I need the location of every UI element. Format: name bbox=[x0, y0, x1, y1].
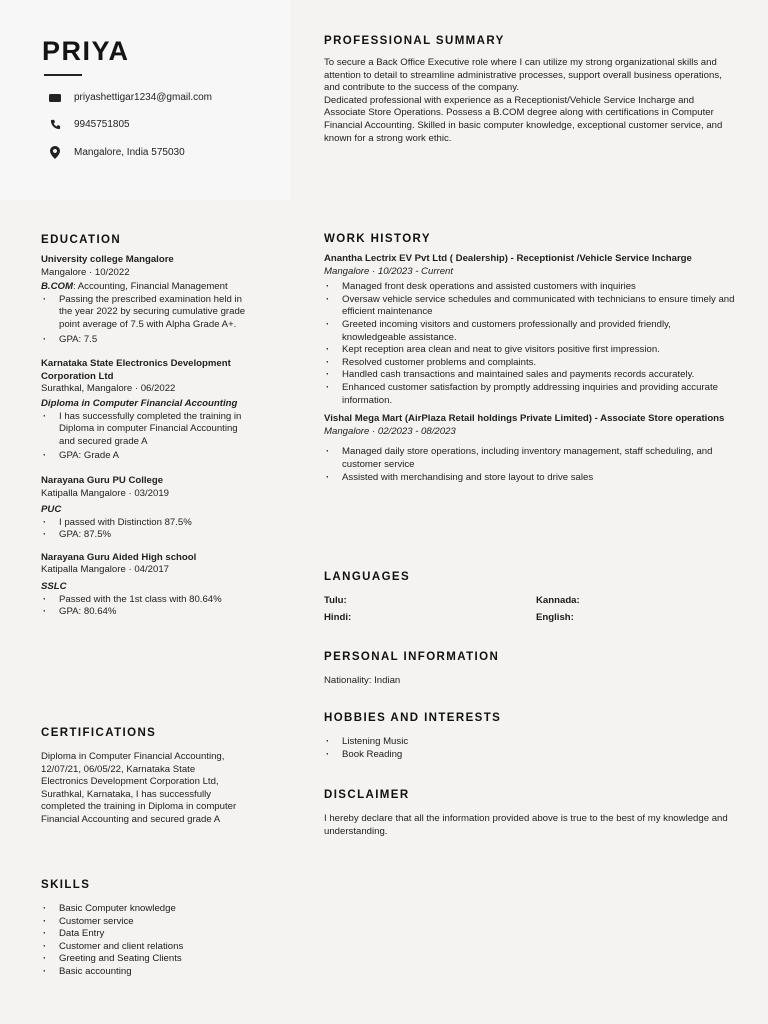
language-item: Hindi: bbox=[324, 612, 352, 623]
summary-heading: PROFESSIONAL SUMMARY bbox=[324, 35, 505, 47]
list-item: · Oversaw vehicle service schedules and communicated with technicians to ensure timely and efficient maintenance bbox=[324, 294, 736, 319]
list-item: · Data Entry bbox=[41, 928, 256, 941]
school-meta: Katipalla Mangalore · 03/2019 bbox=[41, 487, 170, 499]
list-item: · GPA: Grade A bbox=[41, 450, 256, 463]
phone-icon bbox=[48, 119, 62, 130]
skills-section bbox=[41, 879, 256, 979]
personal-info-heading: PERSONAL INFORMATION bbox=[324, 651, 500, 663]
list-item: · Resolved customer problems and complaints. bbox=[324, 357, 736, 370]
summary-section bbox=[324, 35, 736, 145]
name-divider bbox=[44, 74, 82, 76]
disclaimer-text: I hereby declare that all the information provided above is true to the best of my knowledge and understanding. bbox=[324, 813, 728, 837]
list-item: · Customer and client relations bbox=[41, 941, 256, 954]
phone-row bbox=[48, 119, 130, 130]
summary-paragraph: Dedicated professional with experience as a Receptionist/Vehicle Service Incharge and Associate Store Operations. Possess a B.COM degree along with certifications in Computer Financial Accounting. Skilled in basic computer knowledge, exceptional customer service, and known for a strong work ethic. bbox=[324, 94, 723, 144]
list-item: · Greeting and Seating Clients bbox=[41, 953, 256, 966]
school-meta: Surathkal, Mangalore · 06/2022 bbox=[41, 383, 176, 395]
languages-heading: LANGUAGES bbox=[324, 571, 411, 583]
certification-text: Diploma in Computer Financial Accounting, 12/07/21, 06/05/22, Karnataka State Electronics Development Corporation Ltd, Surathkal, Karnataka, I has successfully completed the training in Diploma in computer Financial Accounting and secured grade A bbox=[41, 751, 237, 825]
language-item: Tulu: bbox=[324, 595, 347, 606]
job-heading: Anantha Lectrix EV Pvt Ltd ( Dealership) - Receptionist /Vehicle Service Incharge bbox=[324, 253, 692, 264]
education-section bbox=[41, 234, 256, 619]
school-name: Karnataka State Electronics Development Corporation Ltd bbox=[41, 358, 231, 382]
list-item: · Passed with the 1st class with 80.64% bbox=[41, 594, 256, 607]
list-item: · Listening Music bbox=[324, 736, 736, 749]
list-item: · Basic Computer knowledge bbox=[41, 903, 256, 916]
work-history-section bbox=[324, 233, 736, 484]
location-text: Mangalore, India 575030 bbox=[74, 147, 185, 158]
education-bullets bbox=[41, 411, 256, 463]
email-row bbox=[48, 92, 212, 103]
list-item: · Greeted incoming visitors and customers professionally and provided friendly, knowledgeable assistance. bbox=[324, 319, 736, 344]
school-name: University college Mangalore bbox=[41, 254, 174, 265]
certifications-section bbox=[41, 727, 241, 827]
job-heading: Vishal Mega Mart (AirPlaza Retail holdings Private Limited) - Associate Store operations bbox=[324, 413, 725, 425]
education-entry bbox=[41, 475, 256, 542]
job-meta: Mangalore · 10/2023 - Current bbox=[324, 265, 454, 277]
list-item: · Managed front desk operations and assisted customers with inquiries bbox=[324, 281, 736, 294]
job-meta: Mangalore · 02/2023 - 08/2023 bbox=[324, 425, 456, 437]
skills-list bbox=[41, 903, 256, 979]
disclaimer-heading: DISCLAIMER bbox=[324, 789, 410, 801]
degree: PUC bbox=[41, 504, 62, 516]
field: : Accounting, Financial Management bbox=[72, 281, 228, 293]
list-item: · Book Reading bbox=[324, 749, 736, 762]
email-icon bbox=[48, 94, 62, 102]
languages-section bbox=[324, 571, 736, 623]
degree: B.COM bbox=[41, 281, 73, 293]
personal-info-section bbox=[324, 651, 736, 688]
certifications-heading: CERTIFICATIONS bbox=[41, 727, 157, 739]
school-name: Narayana Guru PU College bbox=[41, 474, 164, 486]
school-meta: Katipalla Mangalore · 04/2017 bbox=[41, 564, 170, 576]
nationality: Nationality: Indian bbox=[324, 675, 401, 686]
hobbies-heading: HOBBIES AND INTERESTS bbox=[324, 712, 502, 724]
work-history-heading: WORK HISTORY bbox=[324, 233, 431, 245]
job-entry bbox=[324, 253, 736, 407]
list-item: · Handled cash transactions and maintained sales and payments records accurately. bbox=[324, 369, 736, 382]
education-bullets bbox=[41, 294, 256, 346]
education-entry bbox=[41, 254, 256, 346]
list-item: · Assisted with merchandising and store layout to drive sales bbox=[324, 472, 736, 485]
school-meta: Mangalore · 10/2022 bbox=[41, 266, 130, 278]
degree: SSLC bbox=[41, 581, 67, 593]
list-item: · Kept reception area clean and neat to give visitors positive first impression. bbox=[324, 344, 736, 357]
hobbies-section bbox=[324, 712, 736, 761]
job-entry bbox=[324, 413, 736, 484]
skills-heading: SKILLS bbox=[41, 879, 91, 891]
language-item: Kannada: bbox=[536, 595, 580, 606]
education-heading: EDUCATION bbox=[41, 234, 122, 246]
job-bullets bbox=[324, 281, 736, 407]
location-row bbox=[48, 146, 185, 159]
list-item: · Managed daily store operations, including inventory management, staff scheduling, and customer service bbox=[324, 446, 736, 471]
education-entry bbox=[41, 358, 256, 463]
school-name: Narayana Guru Aided High school bbox=[41, 551, 197, 563]
degree: Diploma in Computer Financial Accounting bbox=[41, 397, 238, 409]
education-bullets bbox=[41, 517, 256, 542]
disclaimer-section bbox=[324, 789, 736, 838]
list-item: · GPA: 87.5% bbox=[41, 529, 256, 542]
languages-grid bbox=[324, 595, 736, 623]
job-bullets bbox=[324, 446, 736, 484]
list-item: · Customer service bbox=[41, 916, 256, 929]
list-item: · GPA: 80.64% bbox=[41, 606, 256, 619]
list-item: · I passed with Distinction 87.5% bbox=[41, 517, 256, 530]
hobbies-list bbox=[324, 736, 736, 761]
list-item: · Basic accounting bbox=[41, 966, 256, 979]
list-item: · Enhanced customer satisfaction by promptly addressing inquiries and providing accurate information. bbox=[324, 382, 736, 407]
education-entry bbox=[41, 552, 256, 619]
language-item: English: bbox=[536, 612, 574, 623]
degree-line bbox=[41, 281, 256, 294]
list-item: · GPA: 7.5 bbox=[41, 334, 256, 347]
education-bullets bbox=[41, 594, 256, 619]
list-item: · I has successfully completed the training in Diploma in computer Financial Accounting and secured grade A bbox=[41, 411, 256, 449]
location-pin-icon bbox=[48, 146, 62, 159]
list-item: · Passing the prescribed examination held in the year 2022 by securing cumulative grade point average of 7.5 with Alpha Grade A+. bbox=[41, 294, 256, 332]
phone-text[interactable]: 9945751805 bbox=[74, 119, 130, 130]
candidate-name: PRIYA bbox=[42, 36, 130, 66]
summary-paragraph: To secure a Back Office Executive role where I can utilize my strong organizational skills and attention to detail to streamline administrative processes, support overall business operations, and contribute to the success of the company. bbox=[324, 57, 722, 94]
email-text[interactable]: priyashettigar1234@gmail.com bbox=[74, 92, 212, 103]
